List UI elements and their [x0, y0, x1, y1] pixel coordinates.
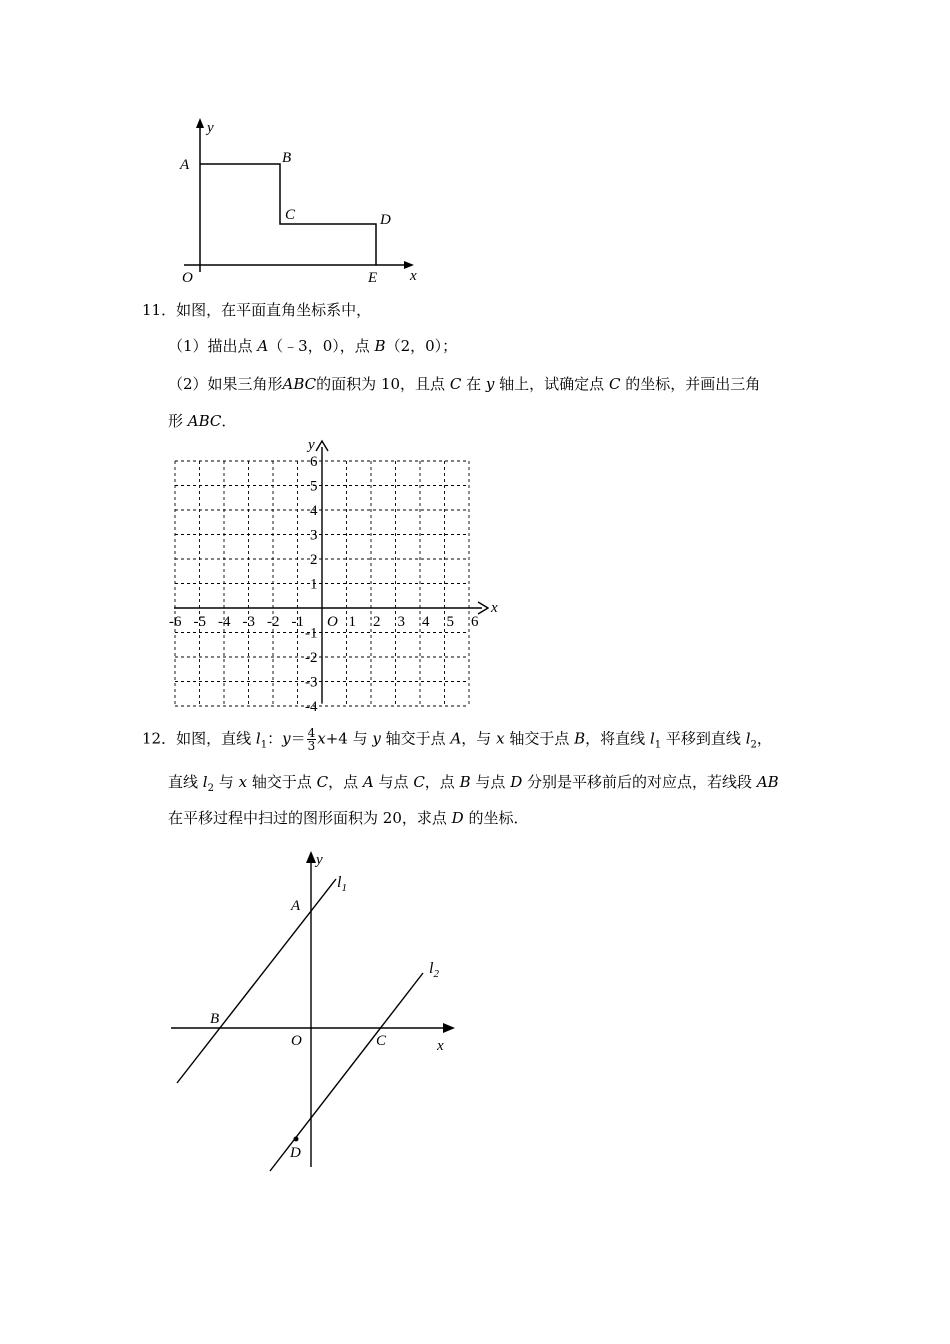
q11-p2-c1: C [449, 375, 462, 393]
q11-p1-text: （1）描出点 [168, 337, 253, 355]
q12-fraction [307, 727, 317, 752]
q11-part2 [168, 374, 760, 394]
q12-A: A [450, 729, 462, 748]
label-x: x [410, 268, 417, 284]
fig3-label-y: y [316, 852, 323, 868]
q11-p1-pointB: B [374, 337, 386, 355]
grid-y-tick-label: -1 [305, 625, 318, 642]
q11-part2-cont [168, 411, 236, 431]
grid-origin: O [327, 614, 338, 630]
fig3-label-D: D [290, 1145, 301, 1161]
q12-frac-num: 4 [307, 726, 316, 740]
grid-y-tick-label: 4 [310, 503, 318, 519]
q12-l1: l [255, 729, 261, 748]
grid-x-tick-labels [169, 614, 479, 630]
q12-b-D: D [510, 773, 523, 791]
q12-b8: 分别是平移前后的对应点，若线段 [527, 773, 753, 791]
y-axis-arrow [196, 118, 204, 128]
fig3-x-arrow [443, 1023, 455, 1033]
fig3-label-C: C [376, 1033, 387, 1049]
q12-c-D: D [451, 809, 464, 827]
q11-p3-t2: ． [221, 412, 237, 430]
grid-y-tick-label: -4 [305, 699, 318, 715]
q11-p2-c2: C [608, 375, 621, 393]
grid-x-tick-label: -4 [218, 614, 231, 630]
q11-stem-text: 如图，在平面直角坐标系中， [176, 301, 372, 319]
q12-c2: 的坐标． [468, 809, 529, 827]
figure-parallel-lines [165, 845, 475, 1175]
grid-y-tick-label: 6 [310, 454, 318, 470]
grid-y-tick-label: 1 [310, 576, 318, 593]
q12-t2: +4 与 [325, 729, 368, 748]
grid-x-tick-label: -3 [242, 614, 255, 630]
q12-t4: ，与 [461, 729, 492, 748]
fig3-y-arrow [306, 851, 316, 863]
q12-b-A: A [362, 773, 374, 791]
q11-p2-abc: ABC [282, 375, 317, 393]
q12-t3: 轴交于点 [385, 729, 446, 748]
q11-stem [142, 300, 371, 320]
q11-p2-t4: 轴上，试确定点 [499, 375, 605, 393]
grid-y-tick-labels [305, 454, 318, 715]
q11-p2-t2: 的面积为 10，且点 [316, 375, 446, 393]
q12-eq-y: y [282, 729, 291, 748]
q12-b7: 与点 [475, 773, 506, 791]
line-l1 [177, 879, 336, 1083]
grid-ylabel: y [308, 437, 315, 453]
q11-p1-coordA: （﹣3，0），点 [268, 337, 370, 355]
q12-number: 12． [142, 729, 177, 748]
q12-b1: 直线 [168, 773, 199, 791]
fig3-label-l2: $l_2$ [429, 960, 439, 980]
grid-x-tick-label: -5 [193, 614, 206, 630]
grid-x-tick-label: 5 [446, 614, 454, 630]
figure-stair-diagram [170, 112, 430, 287]
q12-t6: ，将直线 [585, 729, 646, 748]
q11-part1 [168, 336, 457, 356]
q12-t1: 如图，直线 [176, 729, 252, 748]
q12-B: B [574, 729, 586, 748]
grid-x-tick-label: 1 [348, 614, 356, 630]
q11-p3-abc: ABC [187, 412, 222, 430]
q12-t7: 平移到直线 [665, 729, 741, 748]
grid-y-tick-label: -3 [305, 674, 318, 691]
q12-b2: 与 [218, 773, 234, 791]
q12-l1b: l [649, 729, 655, 748]
q12-c1: 在平移过程中扫过的图形面积为 20，求点 [168, 809, 447, 827]
grid-y-tick-label: 3 [310, 527, 318, 544]
label-O: O [182, 270, 193, 286]
q12-b-B: B [459, 773, 471, 791]
fig3-label-O: O [291, 1033, 302, 1049]
grid-y-tick-label: -2 [305, 650, 318, 666]
q12-b-l2: l [202, 773, 208, 791]
fig3-label-l1: $l_1$ [337, 874, 347, 894]
grid-x-tick-label: 4 [422, 614, 430, 630]
q11-p1-pointA: A [257, 337, 269, 355]
line-l2 [270, 973, 423, 1171]
q11-p2-t5: 的坐标，并画出三角 [625, 375, 761, 393]
grid-xlabel: x [491, 600, 498, 616]
fig3-label-x: x [437, 1038, 444, 1054]
label-D: D [380, 212, 391, 228]
q11-p3-t1: 形 [168, 412, 184, 430]
fig3-label-A: A [291, 898, 301, 914]
q12-l2-sub: 2 [750, 739, 757, 751]
q12-colon: ： [267, 729, 283, 748]
grid-x-tick-label: -2 [267, 614, 280, 630]
q12-l1b-sub: 1 [654, 739, 662, 751]
q12-t8: ， [756, 729, 772, 748]
q12-l2: l [745, 729, 751, 748]
coordinate-grid [160, 435, 510, 715]
q11-p2-t1: （2）如果三角形 [168, 375, 283, 393]
grid-y-tick-label: 5 [310, 478, 318, 495]
q11-number: 11． [142, 301, 177, 319]
q11-p1-coordB: （2，0）； [385, 337, 458, 355]
label-B: B [282, 150, 292, 166]
q12-b-C2: C [413, 773, 425, 791]
q12-b-C: C [316, 773, 329, 791]
q12-b4: ，点 [328, 773, 359, 791]
grid-x-tick-label: 3 [397, 614, 405, 630]
q11-p2-t3: 在 [466, 375, 482, 393]
q12-line3 [168, 808, 528, 828]
label-A: A [180, 157, 190, 173]
label-y: y [207, 120, 214, 136]
grid-x-tick-label: 6 [471, 614, 479, 630]
q12-line2 [168, 772, 779, 799]
q12-b3: 轴交于点 [251, 773, 312, 791]
grid-x-tick-label: 2 [373, 614, 381, 630]
grid-x-tick-label: -6 [169, 614, 182, 630]
q12-line1 [142, 727, 772, 756]
q12-eq-sign: ＝ [290, 729, 306, 748]
grid-y-tick-label: 2 [310, 552, 318, 568]
q12-b5: 与点 [378, 773, 409, 791]
q12-frac-den: 3 [307, 739, 316, 753]
label-E: E [368, 270, 378, 286]
q12-b-l2-sub: 2 [207, 783, 214, 794]
label-C: C [285, 207, 296, 223]
q12-x: x [496, 729, 505, 748]
point-D [294, 1137, 299, 1142]
q12-eq-x: x [317, 729, 326, 748]
q12-t5: 轴交于点 [509, 729, 570, 748]
q12-b6: ，点 [424, 773, 455, 791]
q12-b-x: x [238, 773, 248, 791]
q12-l1-sub: 1 [260, 739, 268, 751]
q11-p2-y: y [485, 375, 495, 393]
q12-b-AB: AB [756, 773, 779, 791]
fig3-label-B: B [210, 1011, 220, 1027]
grid-x-tick-label: -1 [291, 614, 304, 630]
q12-y: y [372, 729, 381, 748]
